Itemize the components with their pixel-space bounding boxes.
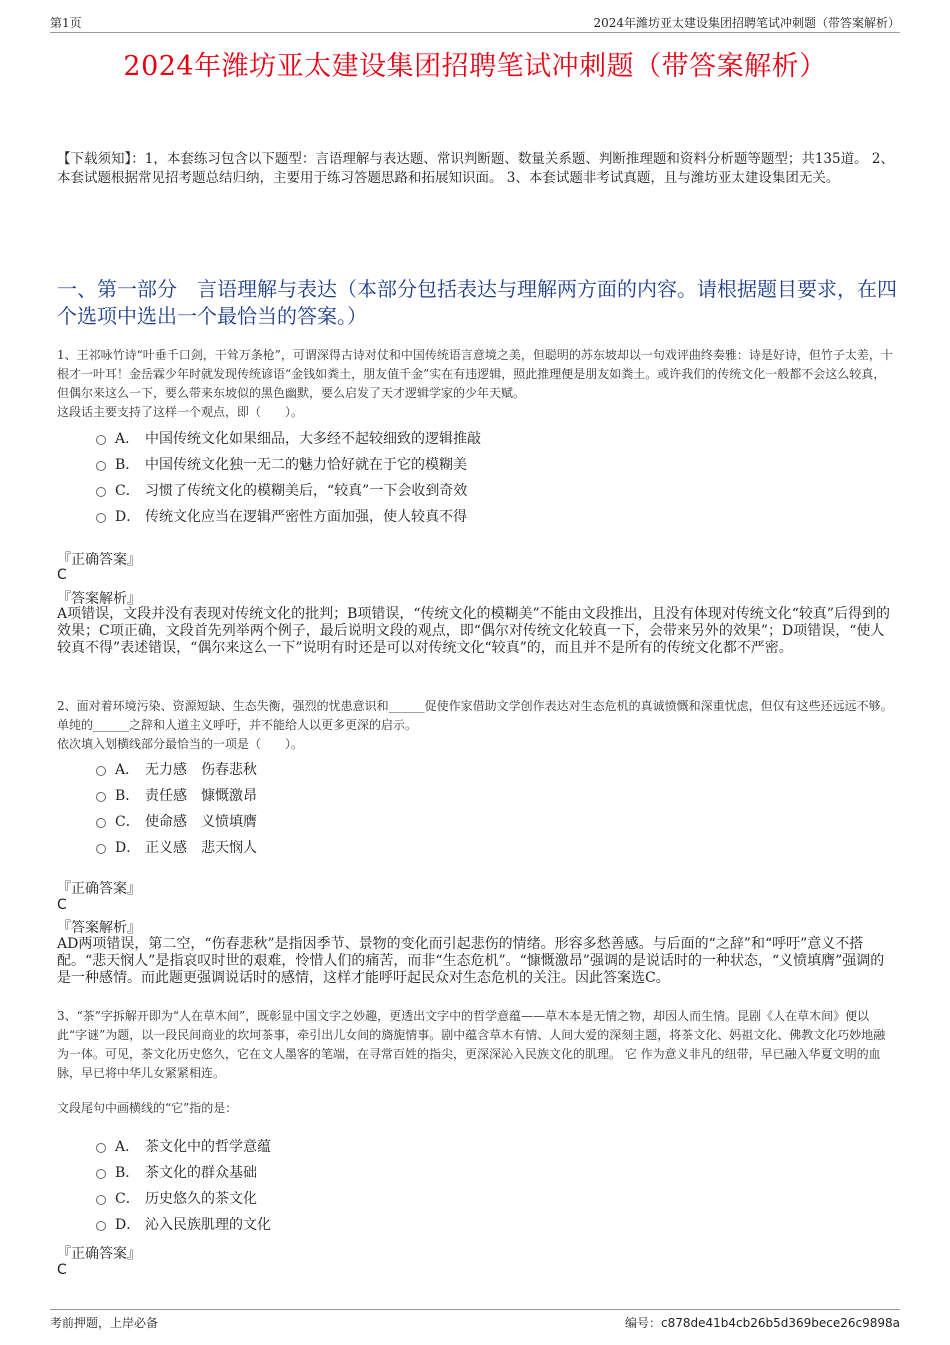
question-3-answer: C [57,1262,67,1278]
radio-icon[interactable] [96,766,106,776]
question-2-option-b[interactable]: B． 责任感 慷慨激昂 [96,782,796,808]
download-notice: 【下载须知】：1，本套练习包含以下题型：言语理解与表达题、常识判断题、数量关系题、判断推理题和资料分析题等题型；共135道。 2、本套试题根据常见招考题总结归纳，主要用于练习答题思路和拓展知识面。 3、本套试题非考试真题，且与潍坊亚太建设集团无关。 [57,151,894,186]
question-1-option-d[interactable]: D． 传统文化应当在逻辑严密性方面加强，使人较真不得 [96,503,796,529]
question-3-answer-label: 『正确答案』 [57,1246,141,1262]
question-3-option-b[interactable]: B． 茶文化的群众基础 [96,1159,796,1185]
question-2-option-c[interactable]: C． 使命感 义愤填膺 [96,808,796,834]
question-2-option-d[interactable]: D． 正义感 悲天悯人 [96,834,796,860]
footer-divider [50,1309,900,1310]
question-1-answer: C [57,567,67,583]
question-2-option-a[interactable]: A． 无力感 伤春悲秋 [96,756,796,782]
radio-icon[interactable] [96,435,106,445]
radio-icon[interactable] [96,1221,106,1231]
question-2 [57,697,897,754]
question-1-options [96,425,796,529]
question-2-analysis: AD两项错误，第二空，“伤春悲秋”是指因季节、景物的变化而引起悲伤的情绪。形容多愁善感。与后面的“之辞”和“呼吁”意义不搭配。“悲天悯人”是指哀叹时世的艰难，怜惜人们的痛苦，而非“生态危机”。“慷慨激昂”强调的是说话时的一种状态，“义愤填膺”强调的是一种感情。而此题更强调说话时的感情，这样才能呼吁起民众对生态危机的关注。因此答案选C。 [57,936,885,986]
radio-icon[interactable] [96,844,106,854]
footer-code [625,1314,900,1331]
question-3-ask: 文段尾句中画横线的“它”指的是： [57,1101,238,1115]
header-doc-title: 2024年潍坊亚太建设集团招聘笔试冲刺题（带答案解析） [593,16,900,30]
question-1-analysis: A项错误，文段并没有表现对传统文化的批判；B项错误，“传统文化的模糊美”不能由文段推出，且没有体现对传统文化“较真”后得到的效果；C项正确，文段首先列举两个例子，最后说明文段的观点，即“偶尔对传统文化较真一下，会带来另外的效果”；D项错误，“使人较真不得”表述错误，“偶尔来这么一下”说明有时还是可以对传统文化“较真”的，而且并不是所有的传统文化都不严密。 [57,606,891,656]
question-1-analysis-label: 『答案解析』 [57,591,141,607]
question-2-analysis-label: 『答案解析』 [57,920,141,936]
radio-icon[interactable] [96,1195,106,1205]
radio-icon[interactable] [96,487,106,497]
question-1-ask: 这段话主要支持了这样一个观点，即（ ）。 [57,405,304,419]
document-title: 2024年潍坊亚太建设集团招聘笔试冲刺题（带答案解析） [123,51,827,82]
question-3-option-a[interactable]: A． 茶文化中的哲学意蕴 [96,1133,796,1159]
page-number: 第1页 [50,16,82,30]
radio-icon[interactable] [96,792,106,802]
question-1-stem: 1、王祁咏竹诗“叶垂千口剑，干耸万条枪”，可谓深得古诗对仗和中国传统语言意境之美，但聪明的苏东坡却以一句戏评曲终奏雅：诗是好诗，但竹子太差，十根才一叶耳！金岳霖少年时就发现传统谚语“金钱如粪土，朋友值千金”实在有违逻辑，照此推理便是朋友如粪土。或许我们的传统文化一般都不会这么较真，但偶尔来这么一下，要么带来东坡似的黑色幽默，要么启发了天才逻辑学家的少年天赋。 [57,348,893,400]
question-2-options [96,756,796,860]
footer-slogan: 考前押题，上岸必备 [50,1316,159,1330]
footer-code-value: c878de41b4cb26b5d369bece26c9898a [660,1316,900,1330]
footer-code-label: 编号： [624,1316,661,1330]
question-1-option-c[interactable]: C． 习惯了传统文化的模糊美后，“较真”一下会收到奇效 [96,477,796,503]
radio-icon[interactable] [96,1143,106,1153]
radio-icon[interactable] [96,461,106,471]
question-3-spacer [57,1083,897,1099]
question-1-option-a[interactable]: A． 中国传统文化如果细品，大多经不起较细致的逻辑推敲 [96,425,796,451]
question-3-options [96,1133,796,1237]
question-1 [57,346,897,422]
question-3-option-c[interactable]: C． 历史悠久的茶文化 [96,1185,796,1211]
header-divider [50,32,900,33]
question-2-ask: 依次填入划横线部分最恰当的一项是（ ）。 [57,737,304,751]
question-2-answer-label: 『正确答案』 [57,881,141,897]
question-2-answer: C [57,897,67,913]
question-2-stem: 2、面对着环境污染、资源短缺、生态失衡，强烈的忧患意识和______促使作家借助文学创作表达对生态危机的真诚愤慨和深重忧虑，但仅有这些还远远不够。单纯的______之辞和人道主义呼吁，并不能给人以更多更深的启示。 [57,699,893,732]
radio-icon[interactable] [96,513,106,523]
radio-icon[interactable] [96,818,106,828]
question-1-answer-label: 『正确答案』 [57,552,141,568]
question-3-option-d[interactable]: D． 沁入民族肌理的文化 [96,1211,796,1237]
question-3-stem: 3、“茶”字拆解开即为“人在草木间”，既彰显中国文字之妙趣，更透出文字中的哲学意蕴——草木本是无情之物，却因人而生情。昆剧《人在草木间》便以此“字谜”为题，以一段民间商业的坎坷茶事，牵引出儿女间的旖旎情事。剧中蕴含草木有情、人间大爱的深刻主题，将茶文化、妈祖文化、佛教文化巧妙地融为一体。可见，茶文化历史悠久，它在文人墨客的笔端，在寻常百姓的指尖，更深深沁入民族文化的肌理。 它 作为意义非凡的纽带，早已融入华夏文明的血脉，早已将中华儿女紧紧相连。 [57,1009,886,1080]
section-title: 一、第一部分 言语理解与表达（本部分包括表达与理解两方面的内容。请根据题目要求，在四个选项中选出一个最恰当的答案。） [57,277,897,328]
question-1-option-b[interactable]: B． 中国传统文化独一无二的魅力恰好就在于它的模糊美 [96,451,796,477]
radio-icon[interactable] [96,1169,106,1179]
question-3 [57,1007,897,1118]
